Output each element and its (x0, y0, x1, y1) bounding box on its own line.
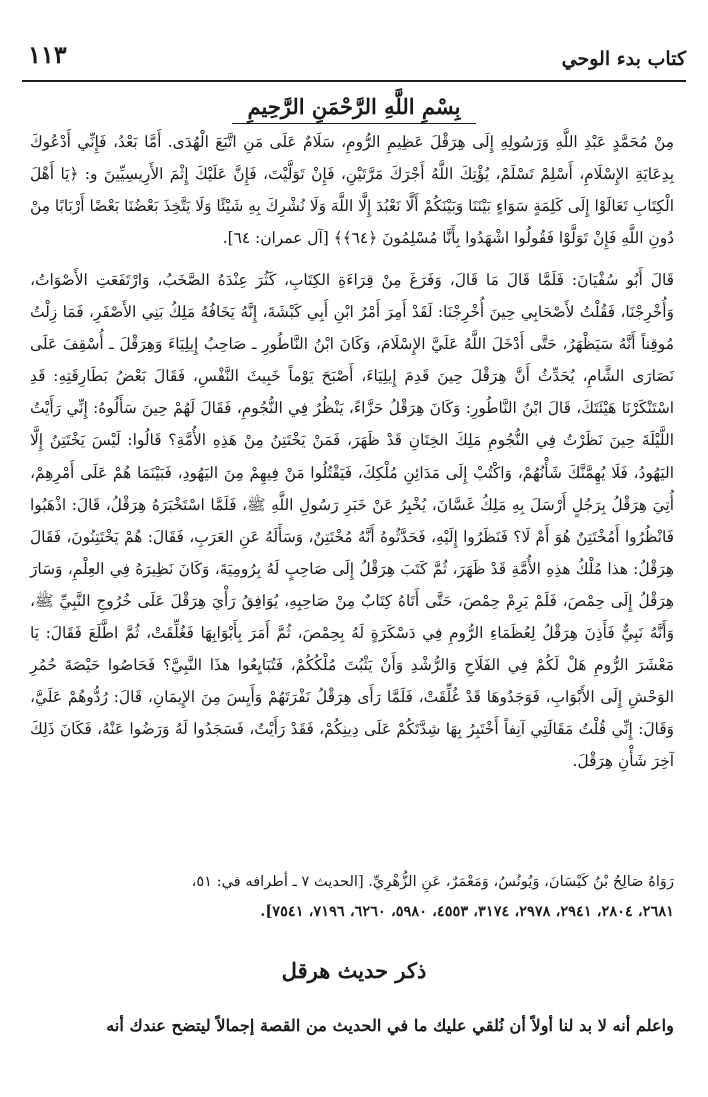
basmala-heading (0, 94, 708, 119)
page-header (22, 36, 686, 76)
book-title: كتاب بدء الوحي (561, 48, 686, 70)
story-paragraph: قَالَ أَبُو سُفْيَانَ: فَلَمَّا قَالَ مَا قَالَ، وَفَرَغَ مِنْ قِرَاءَةِ الكِتَابِ، كَثُرَ عِنْدَهُ الصَّخَبُ، وَارْتَفَعَتِ الأَصْوَاتُ، وَأُخْرِجْنَا، فَقُلْتُ لأَصْحَابِي حِينَ أُخْرِجْنَا: لَقَدْ أَمِرَ أَمْرُ ابْنِ أَبِي كَبْشَةَ، إِنَّهُ يَخَافُهُ مَلِكُ بَنِي الأَصْفَرِ، فَمَا زِلْتُ مُوقِناً أَنَّهُ سَيَظْهَرُ، حَتَّى أَدْخَلَ اللَّهُ عَلَيَّ الإِسْلَامَ، وَكَانَ ابْنُ النَّاطُورِ ـ صَاحِبُ إِيلِيَاءَ وَهِرَقْلَ ـ أُسْقِفَ عَلَى نَصَارَى الشَّامِ، يُحَدِّثُ أَنَّ هِرَقْلَ حِينَ قَدِمَ إِيلِيَاءَ، أَصْبَحَ يَوْماً خَبِيثَ النَّفْسِ، فَقَالَ بَعْضُ بَطَارِقَتِهِ: قَدِ اسْتَنْكَرْنَا هَيْئَتَكَ، قَالَ ابْنُ النَّاطُورِ: وَكَانَ هِرَقْلُ حَزَّاءً، يَنْظُرُ فِي النُّجُومِ، فَقَالَ لَهُمْ حِينَ سَأَلُوهُ: إِنِّي رَأَيْتُ اللَّيْلَةَ حِينَ نَظَرْتُ فِي النُّجُومِ مَلِكَ الخِتَانِ قَدْ ظَهَرَ، فَمَنْ يَخْتَتِنُ مِنْ هَذِهِ الأُمَّةِ؟ قَالُوا: لَيْسَ يَخْتَتِنُ إِلَّا اليَهُودُ، فَلَا يُهِمَّنَّكَ شَأْنُهُمْ، وَاكْتُبْ إِلَى مَدَائِنِ مُلْكِكَ، فَيَقْتُلُوا مَنْ فِيهِمْ مِنَ اليَهُودِ، فَبَيْنَمَا هُمْ عَلَى أَمْرِهِمْ، أُتِيَ هِرَقْلُ بِرَجُلٍ أَرْسَلَ بِهِ مَلِكُ غَسَّانَ، يُخْبِرُ عَنْ خَبَرِ رَسُولِ اللَّهِ ﷺ، فَلَمَّا اسْتَخْبَرَهُ هِرَقْلُ، قَالَ: اذْهَبُوا فَانْظُرُوا أَمُخْتَتِنٌ هُوَ أَمْ لَا؟ فَنَظَرُوا إِلَيْهِ، فَحَدَّثُوهُ أَنَّهُ مُخْتَتِنٌ، وَسَأَلَهُ عَنِ العَرَبِ، فَقَالَ: هُمْ يَخْتَتِنُونَ، فَقَالَ هِرَقْلُ: هذا مُلْكُ هذِهِ الأُمَّةِ قَدْ ظَهَرَ، ثُمَّ كَتَبَ هِرَقْلُ إِلَى صَاحِبٍ لَهُ بِرُومِيَةَ، وَكَانَ نَظِيرَهُ فِي العِلْمِ، وَسَارَ هِرَقْلُ إِلَى حِمْصَ، فَلَمْ يَرِمْ حِمْصَ، حَتَّى أَتَاهُ كِتَابٌ مِنْ صَاحِبِهِ، يُوَافِقُ رَأْيَ هِرَقْلَ عَلَى خُرُوجِ النَّبِيِّ ﷺ، وَأَنَّهُ نَبِيٌّ فَأَذِنَ هِرَقْلُ لِعُظَمَاءِ الرُّومِ فِي دَسْكَرَةٍ لَهُ بِحِمْصَ، ثُمَّ أَمَرَ بِأَبْوَابِهَا فَغُلِّقَتْ، ثُمَّ اطَّلَعَ فَقَالَ: يَا مَعْشَرَ الرُّومِ هَلْ لَكُمْ فِي الفَلَاحِ وَالرُّشْدِ وَأَنْ يَثْبُتَ مُلْكُكُمْ، فَتُبَايِعُوا هذَا النَّبِيَّ؟ فَحَاصُوا حَيْصَةَ حُمُرِ الوَحْشِ إِلَى الأَبْوَابِ، فَوَجَدُوهَا قَدْ غُلِّقَتْ، فَلَمَّا رَأَى هِرَقْلُ نَفْرَتَهُمْ وَأَيِسَ مِنَ الإِيمَانِ، قَالَ: رُدُّوهُمْ عَلَيَّ، وَقَالَ: إِنِّي قُلْتُ مَقَالَتِي آنِفاً أَخْتَبِرُ بِهَا شِدَّتَكُمْ عَلَى دِينِكُمْ، فَقَدْ رَأَيْتُ، فَسَجَدُوا لَهُ وَرَضُوا عَنْهُ، فَكَانَ ذَلِكَ آخِرَ شَأْنِ هِرَقْلَ. (30, 271, 674, 771)
basmala-text: بِسْمِ اللَّهِ الرَّحْمَنِ الرَّحِيمِ (232, 94, 477, 124)
letter-paragraph: مِنْ مُحَمَّدٍ عَبْدِ اللَّهِ وَرَسُولِهِ إِلَى هِرَقْلَ عَظِيمِ الرُّومِ، سَلَامٌ عَلَى مَنِ اتَّبَعَ الْهُدَى. أَمَّا بَعْدُ، فَإِنِّي أَدْعُوكَ بِدِعَايَةِ الإِسْلَامِ، أَسْلِمْ تَسْلَمْ، يُؤْتِكَ اللَّهُ أَجْرَكَ مَرَّتَيْنِ، فَإِنْ تَوَلَّيْتَ، فَإِنَّ عَلَيْكَ إِثْمَ الأَرِيسِيِّينَ و: ﴿يَا أَهْلَ الْكِتَابِ تَعَالَوْا إِلَى كَلِمَةٍ سَوَاءٍ بَيْنَنَا وَبَيْنَكُمْ أَلَّا نَعْبُدَ إِلَّا اللَّهَ وَلَا نُشْرِكَ بِهِ شَيْئًا وَلَا يَتَّخِذَ بَعْضُنَا بَعْضًا أَرْبَابًا مِنْ دُونِ اللَّهِ فَإِنْ تَوَلَّوْا فَقُولُوا اشْهَدُوا بِأَنَّا مُسْلِمُونَ ﴿٦٤﴾﴾ [آل عمران: ٦٤]. (30, 133, 674, 248)
page-number: ١١٣ (28, 40, 67, 69)
intro-paragraph: واعلم أنه لا بد لنا أولاً أن نُلقي عليك ما في الحديث من القصة إجمالاً ليتضح عندك أنه (106, 1016, 674, 1036)
header-divider (22, 80, 686, 82)
narration-paragraph: رَوَاهُ صَالِحُ بْنُ كَيْسَانَ، وَيُونُسُ، وَمَعْمَرٌ، عَنِ الزُّهْرِيِّ. [الحديث ٧ ـ أطرافه في: ٥١، (191, 873, 674, 890)
section-title: ذكر حديث هرقل (281, 958, 427, 983)
hadith-references: ٢٦٨١، ٢٨٠٤، ٢٩٤١، ٢٩٧٨، ٣١٧٤، ٤٥٥٣، ٥٩٨٠، ٦٢٦٠، ٧١٩٦، ٧٥٤١]. (260, 903, 674, 920)
